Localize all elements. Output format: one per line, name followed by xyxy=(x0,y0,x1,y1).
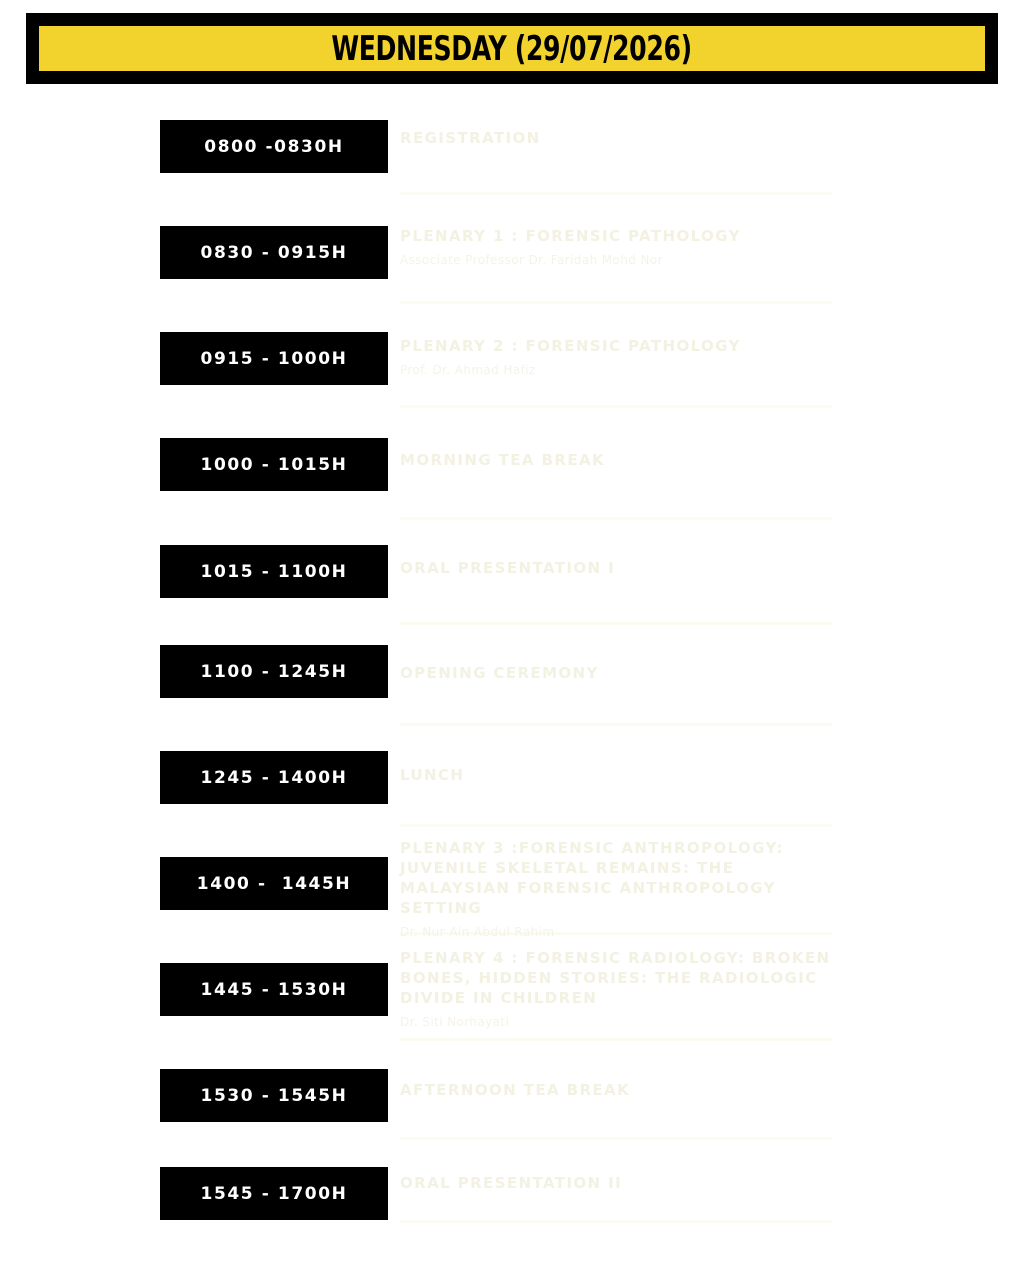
session-title: LUNCH xyxy=(400,766,465,784)
session-title: PLENARY 1 : FORENSIC PATHOLOGY xyxy=(400,227,741,245)
time-slot: 1015 - 1100H xyxy=(160,545,388,598)
time-slot: 0800 -0830H xyxy=(160,120,388,173)
session-title: ORAL PRESENTATION II xyxy=(400,1174,623,1192)
session-entry xyxy=(400,1080,832,1140)
session-entry xyxy=(400,226,832,304)
time-slot: 1100 - 1245H xyxy=(160,645,388,698)
day-title: WEDNESDAY (29/07/2026) xyxy=(331,28,693,69)
time-slot: 0830 - 0915H xyxy=(160,226,388,279)
time-slot: 1400 - 1445H xyxy=(160,857,388,910)
session-title: OPENING CEREMONY xyxy=(400,664,599,682)
session-entry xyxy=(400,948,832,1041)
session-entry xyxy=(400,663,832,726)
session-entry xyxy=(400,1173,832,1223)
session-entry xyxy=(400,128,832,195)
session-title: PLENARY 3 :FORENSIC ANTHROPOLOGY: JUVENILE SKELETAL REMAINS: THE MALAYSIAN FORENSIC ANTHROPOLOGY SETTING xyxy=(400,839,784,917)
session-entry xyxy=(400,558,832,625)
session-title: ORAL PRESENTATION I xyxy=(400,559,616,577)
session-speaker: Prof. Dr. Ahmad Hafiz xyxy=(400,363,536,377)
session-speaker: Dr. Siti Norhayati xyxy=(400,1015,510,1029)
session-title: REGISTRATION xyxy=(400,129,541,147)
day-banner xyxy=(26,13,998,84)
time-slot: 1445 - 1530H xyxy=(160,963,388,1016)
time-slot: 1530 - 1545H xyxy=(160,1069,388,1122)
time-slot: 1000 - 1015H xyxy=(160,438,388,491)
session-title: PLENARY 2 : FORENSIC PATHOLOGY xyxy=(400,337,741,355)
session-speaker: Dr. Nur Ain Abdul Rahim xyxy=(400,925,555,939)
session-entry xyxy=(400,838,832,939)
time-slot: 1545 - 1700H xyxy=(160,1167,388,1220)
session-entry xyxy=(400,336,832,408)
session-title: MORNING TEA BREAK xyxy=(400,451,606,469)
session-entry xyxy=(400,765,832,827)
time-slot: 1245 - 1400H xyxy=(160,751,388,804)
day-banner-inner xyxy=(39,26,985,71)
session-entry xyxy=(400,450,832,520)
session-speaker: Associate Professor Dr. Faridah Mohd Nor xyxy=(400,253,663,267)
session-title: AFTERNOON TEA BREAK xyxy=(400,1081,631,1099)
session-title: PLENARY 4 : FORENSIC RADIOLOGY: BROKEN BONES, HIDDEN STORIES: THE RADIOLOGIC DIVIDE IN CHILDREN xyxy=(400,949,831,1007)
time-slot: 0915 - 1000H xyxy=(160,332,388,385)
